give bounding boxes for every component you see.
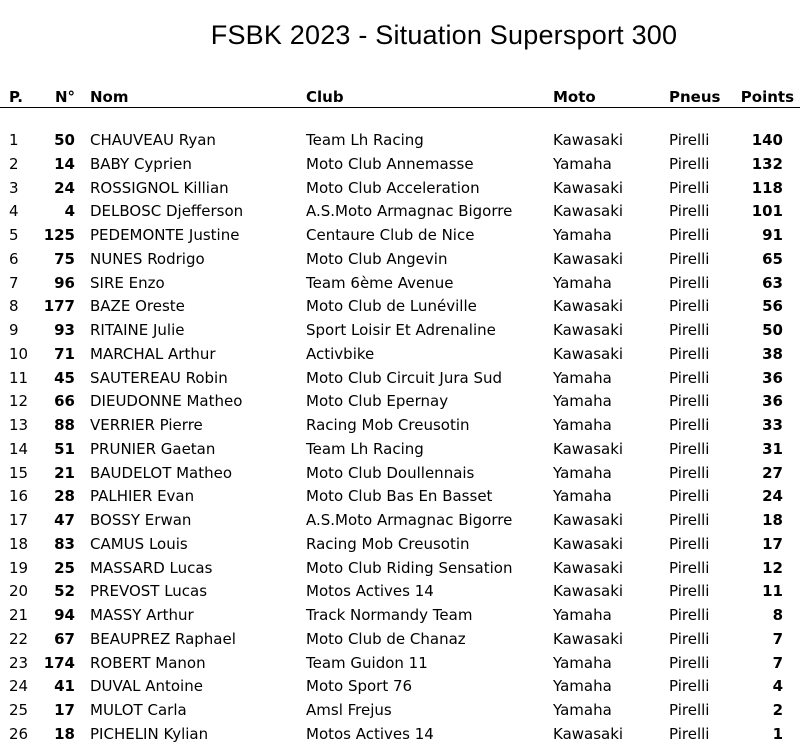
rider-moto: Kawasaki [553, 724, 624, 743]
rider-club: Racing Mob Creusotin [306, 416, 470, 434]
rider-points: 91 [762, 226, 783, 244]
header-name: Nom [90, 88, 129, 106]
rider-club: Moto Club Angevin [306, 249, 448, 268]
rider-tyres: Pirelli [669, 439, 710, 458]
rider-position: 2 [9, 154, 19, 173]
rider-club: Moto Club Circuit Jura Sud [306, 368, 503, 387]
header-tyres: Pneus [669, 88, 721, 106]
table-row [0, 295, 800, 319]
rider-moto: Yamaha [553, 368, 612, 387]
rider-number: 18 [54, 724, 75, 743]
rider-position: 6 [9, 249, 19, 268]
rider-number: 66 [54, 392, 75, 411]
rider-number: 41 [54, 677, 75, 696]
rider-club: Moto Sport 76 [306, 677, 413, 696]
page-title: FSBK 2023 - Situation Supersport 300 [210, 20, 678, 50]
rider-moto: Yamaha [553, 701, 612, 719]
rider-club: Moto Club de Lunéville [306, 297, 477, 316]
rider-tyres: Pirelli [669, 653, 710, 672]
rider-tyres: Pirelli [669, 226, 710, 244]
rider-moto: Yamaha [553, 392, 612, 411]
rider-position: 1 [9, 131, 19, 149]
rider-name: PALHIER Evan [90, 487, 195, 506]
rider-position: 23 [9, 653, 29, 672]
rider-moto: Kawasaki [553, 297, 624, 316]
rider-points: 101 [751, 202, 783, 221]
rider-moto: Kawasaki [553, 202, 624, 221]
header-club: Club [306, 88, 344, 106]
rider-tyres: Pirelli [669, 249, 710, 268]
rider-moto: Kawasaki [553, 629, 624, 648]
rider-number: 50 [54, 131, 75, 149]
rider-number: 88 [54, 416, 75, 434]
rider-points: 12 [762, 558, 783, 577]
header-divider [0, 107, 800, 108]
rider-moto: Yamaha [553, 487, 612, 506]
header-position: P. [9, 88, 23, 106]
rider-tyres: Pirelli [669, 677, 710, 696]
rider-tyres: Pirelli [669, 534, 710, 553]
rider-moto: Yamaha [553, 154, 612, 173]
table-row [0, 319, 800, 343]
rider-moto: Kawasaki [553, 249, 624, 268]
header-points: Points [740, 88, 794, 106]
rider-tyres: Pirelli [669, 131, 710, 149]
rider-tyres: Pirelli [669, 178, 710, 197]
standings-table [0, 129, 800, 747]
rider-number: 71 [54, 344, 75, 363]
rider-club: Moto Club Annemasse [306, 154, 474, 173]
rider-points: 2 [772, 701, 783, 719]
rider-name: SAUTEREAU Robin [90, 368, 228, 387]
rider-tyres: Pirelli [669, 724, 710, 743]
rider-position: 12 [9, 392, 29, 411]
rider-moto: Kawasaki [553, 131, 624, 149]
rider-position: 13 [9, 416, 29, 434]
rider-club: Sport Loisir Et Adrenaline [306, 321, 496, 339]
rider-club: Moto Club de Chanaz [306, 629, 466, 648]
rider-name: BABY Cyprien [90, 154, 192, 173]
rider-number: 93 [54, 321, 75, 339]
rider-points: 132 [751, 154, 783, 173]
rider-club: Racing Mob Creusotin [306, 534, 470, 553]
rider-moto: Yamaha [553, 273, 612, 292]
rider-number: 94 [54, 606, 75, 624]
rider-name: ROBERT Manon [90, 653, 206, 672]
rider-moto: Yamaha [553, 463, 612, 482]
table-row [0, 485, 800, 509]
table-row [0, 580, 800, 604]
rider-tyres: Pirelli [669, 368, 710, 387]
rider-position: 3 [9, 178, 19, 197]
rider-name: SIRE Enzo [90, 273, 165, 292]
rider-tyres: Pirelli [669, 273, 710, 292]
rider-club: Moto Club Epernay [306, 392, 449, 411]
rider-tyres: Pirelli [669, 558, 710, 577]
rider-points: 56 [762, 297, 783, 316]
table-row [0, 153, 800, 177]
rider-name: BOSSY Erwan [90, 511, 192, 529]
rider-club: Motos Actives 14 [306, 582, 434, 601]
rider-name: PEDEMONTE Justine [90, 226, 240, 244]
rider-position: 9 [9, 321, 19, 339]
rider-club: Moto Club Riding Sensation [306, 558, 513, 577]
rider-name: PREVOST Lucas [90, 582, 208, 601]
rider-position: 26 [9, 724, 29, 743]
rider-points: 7 [772, 653, 783, 672]
table-row [0, 675, 800, 699]
rider-number: 28 [54, 487, 75, 506]
table-row [0, 462, 800, 486]
rider-moto: Kawasaki [553, 344, 624, 363]
rider-club: Team Guidon 11 [306, 653, 428, 672]
rider-club: Moto Club Acceleration [306, 178, 480, 197]
table-row [0, 224, 800, 248]
rider-points: 8 [772, 606, 783, 624]
rider-number: 83 [54, 534, 75, 553]
rider-position: 20 [9, 582, 29, 601]
rider-points: 27 [762, 463, 783, 482]
rider-position: 17 [9, 511, 29, 529]
rider-tyres: Pirelli [669, 487, 710, 506]
rider-number: 45 [54, 368, 75, 387]
rider-points: 31 [762, 439, 783, 458]
rider-tyres: Pirelli [669, 511, 710, 529]
rider-name: DUVAL Antoine [90, 677, 203, 696]
table-row [0, 652, 800, 676]
rider-name: MARCHAL Arthur [90, 344, 216, 363]
rider-club: Amsl Frejus [306, 701, 392, 719]
rider-tyres: Pirelli [669, 321, 710, 339]
rider-points: 50 [762, 321, 783, 339]
rider-tyres: Pirelli [669, 582, 710, 601]
table-row [0, 723, 800, 747]
rider-position: 21 [9, 606, 29, 624]
table-row [0, 367, 800, 391]
table-row [0, 628, 800, 652]
rider-club: A.S.Moto Armagnac Bigorre [306, 202, 513, 221]
rider-club: Motos Actives 14 [306, 724, 434, 743]
rider-moto: Kawasaki [553, 178, 624, 197]
rider-points: 140 [751, 131, 783, 149]
rider-tyres: Pirelli [669, 202, 710, 221]
rider-name: RITAINE Julie [90, 321, 185, 339]
rider-tyres: Pirelli [669, 416, 710, 434]
rider-number: 47 [54, 511, 75, 529]
rider-tyres: Pirelli [669, 297, 710, 316]
rider-name: NUNES Rodrigo [90, 249, 205, 268]
rider-points: 36 [762, 368, 783, 387]
rider-club: Moto Club Bas En Basset [306, 487, 493, 506]
table-row [0, 129, 800, 153]
rider-number: 125 [43, 226, 75, 244]
rider-points: 38 [762, 344, 783, 363]
table-row [0, 533, 800, 557]
rider-moto: Yamaha [553, 606, 612, 624]
rider-points: 63 [762, 273, 783, 292]
rider-number: 4 [64, 202, 75, 221]
rider-moto: Yamaha [553, 226, 612, 244]
table-row [0, 200, 800, 224]
rider-club: Moto Club Doullennais [306, 463, 475, 482]
rider-tyres: Pirelli [669, 701, 710, 719]
rider-number: 174 [43, 653, 75, 672]
table-row [0, 343, 800, 367]
rider-name: DIEUDONNE Matheo [90, 392, 243, 411]
rider-number: 17 [54, 701, 75, 719]
rider-points: 18 [762, 511, 783, 529]
rider-points: 1 [772, 724, 783, 743]
rider-moto: Kawasaki [553, 558, 624, 577]
rider-points: 24 [762, 487, 783, 506]
rider-moto: Yamaha [553, 416, 612, 434]
table-row [0, 414, 800, 438]
rider-number: 21 [54, 463, 75, 482]
rider-club: Activbike [306, 344, 375, 363]
rider-position: 22 [9, 629, 29, 648]
rider-position: 19 [9, 558, 29, 577]
table-row [0, 272, 800, 296]
rider-points: 17 [762, 534, 783, 553]
rider-number: 67 [54, 629, 75, 648]
rider-position: 15 [9, 463, 29, 482]
table-row [0, 438, 800, 462]
rider-moto: Yamaha [553, 677, 612, 696]
rider-number: 96 [54, 273, 75, 292]
rider-tyres: Pirelli [669, 463, 710, 482]
rider-position: 25 [9, 701, 29, 719]
rider-name: CHAUVEAU Ryan [90, 131, 216, 149]
rider-name: PICHELIN Kylian [90, 724, 209, 743]
rider-number: 14 [54, 154, 75, 173]
rider-moto: Kawasaki [553, 534, 624, 553]
table-row [0, 390, 800, 414]
rider-number: 75 [54, 249, 75, 268]
table-row [0, 557, 800, 581]
rider-position: 24 [9, 677, 29, 696]
rider-name: CAMUS Louis [90, 534, 188, 553]
rider-tyres: Pirelli [669, 344, 710, 363]
table-row [0, 177, 800, 201]
rider-moto: Kawasaki [553, 439, 624, 458]
table-header [0, 86, 800, 108]
rider-tyres: Pirelli [669, 154, 710, 173]
rider-club: Centaure Club de Nice [306, 226, 475, 244]
rider-name: BAZE Oreste [90, 297, 185, 316]
rider-club: Team Lh Racing [306, 439, 424, 458]
rider-points: 33 [762, 416, 783, 434]
rider-position: 4 [9, 202, 19, 221]
table-row [0, 699, 800, 723]
rider-points: 4 [772, 677, 783, 696]
rider-name: ROSSIGNOL Killian [90, 178, 229, 197]
rider-club: A.S.Moto Armagnac Bigorre [306, 511, 513, 529]
rider-number: 177 [43, 297, 75, 316]
rider-moto: Kawasaki [553, 582, 624, 601]
rider-name: BEAUPREZ Raphael [90, 629, 236, 648]
rider-name: BAUDELOT Matheo [90, 463, 233, 482]
table-row [0, 509, 800, 533]
rider-moto: Kawasaki [553, 511, 624, 529]
rider-position: 5 [9, 226, 19, 244]
rider-number: 52 [54, 582, 75, 601]
rider-club: Team Lh Racing [306, 131, 424, 149]
rider-moto: Kawasaki [553, 321, 624, 339]
rider-name: DELBOSC Djefferson [90, 202, 244, 221]
rider-number: 51 [54, 439, 75, 458]
rider-position: 18 [9, 534, 29, 553]
rider-points: 118 [751, 178, 783, 197]
header-number: N° [55, 88, 76, 106]
rider-position: 11 [9, 368, 29, 387]
rider-tyres: Pirelli [669, 392, 710, 411]
rider-name: MASSARD Lucas [90, 558, 213, 577]
rider-club: Team 6ème Avenue [306, 273, 454, 292]
rider-position: 8 [9, 297, 19, 316]
rider-position: 7 [9, 273, 19, 292]
rider-number: 25 [54, 558, 75, 577]
rider-name: VERRIER Pierre [90, 416, 203, 434]
header-moto: Moto [553, 88, 596, 106]
rider-name: MULOT Carla [90, 701, 187, 719]
rider-moto: Yamaha [553, 653, 612, 672]
rider-tyres: Pirelli [669, 629, 710, 648]
rider-number: 24 [54, 178, 75, 197]
rider-position: 14 [9, 439, 29, 458]
rider-position: 16 [9, 487, 29, 506]
rider-points: 36 [762, 392, 783, 411]
rider-points: 65 [762, 249, 783, 268]
table-row [0, 248, 800, 272]
table-row [0, 604, 800, 628]
rider-name: MASSY Arthur [90, 606, 194, 624]
rider-club: Track Normandy Team [306, 606, 473, 624]
rider-points: 7 [772, 629, 783, 648]
rider-position: 10 [9, 344, 29, 363]
rider-tyres: Pirelli [669, 606, 710, 624]
rider-points: 11 [762, 582, 783, 601]
rider-name: PRUNIER Gaetan [90, 439, 216, 458]
